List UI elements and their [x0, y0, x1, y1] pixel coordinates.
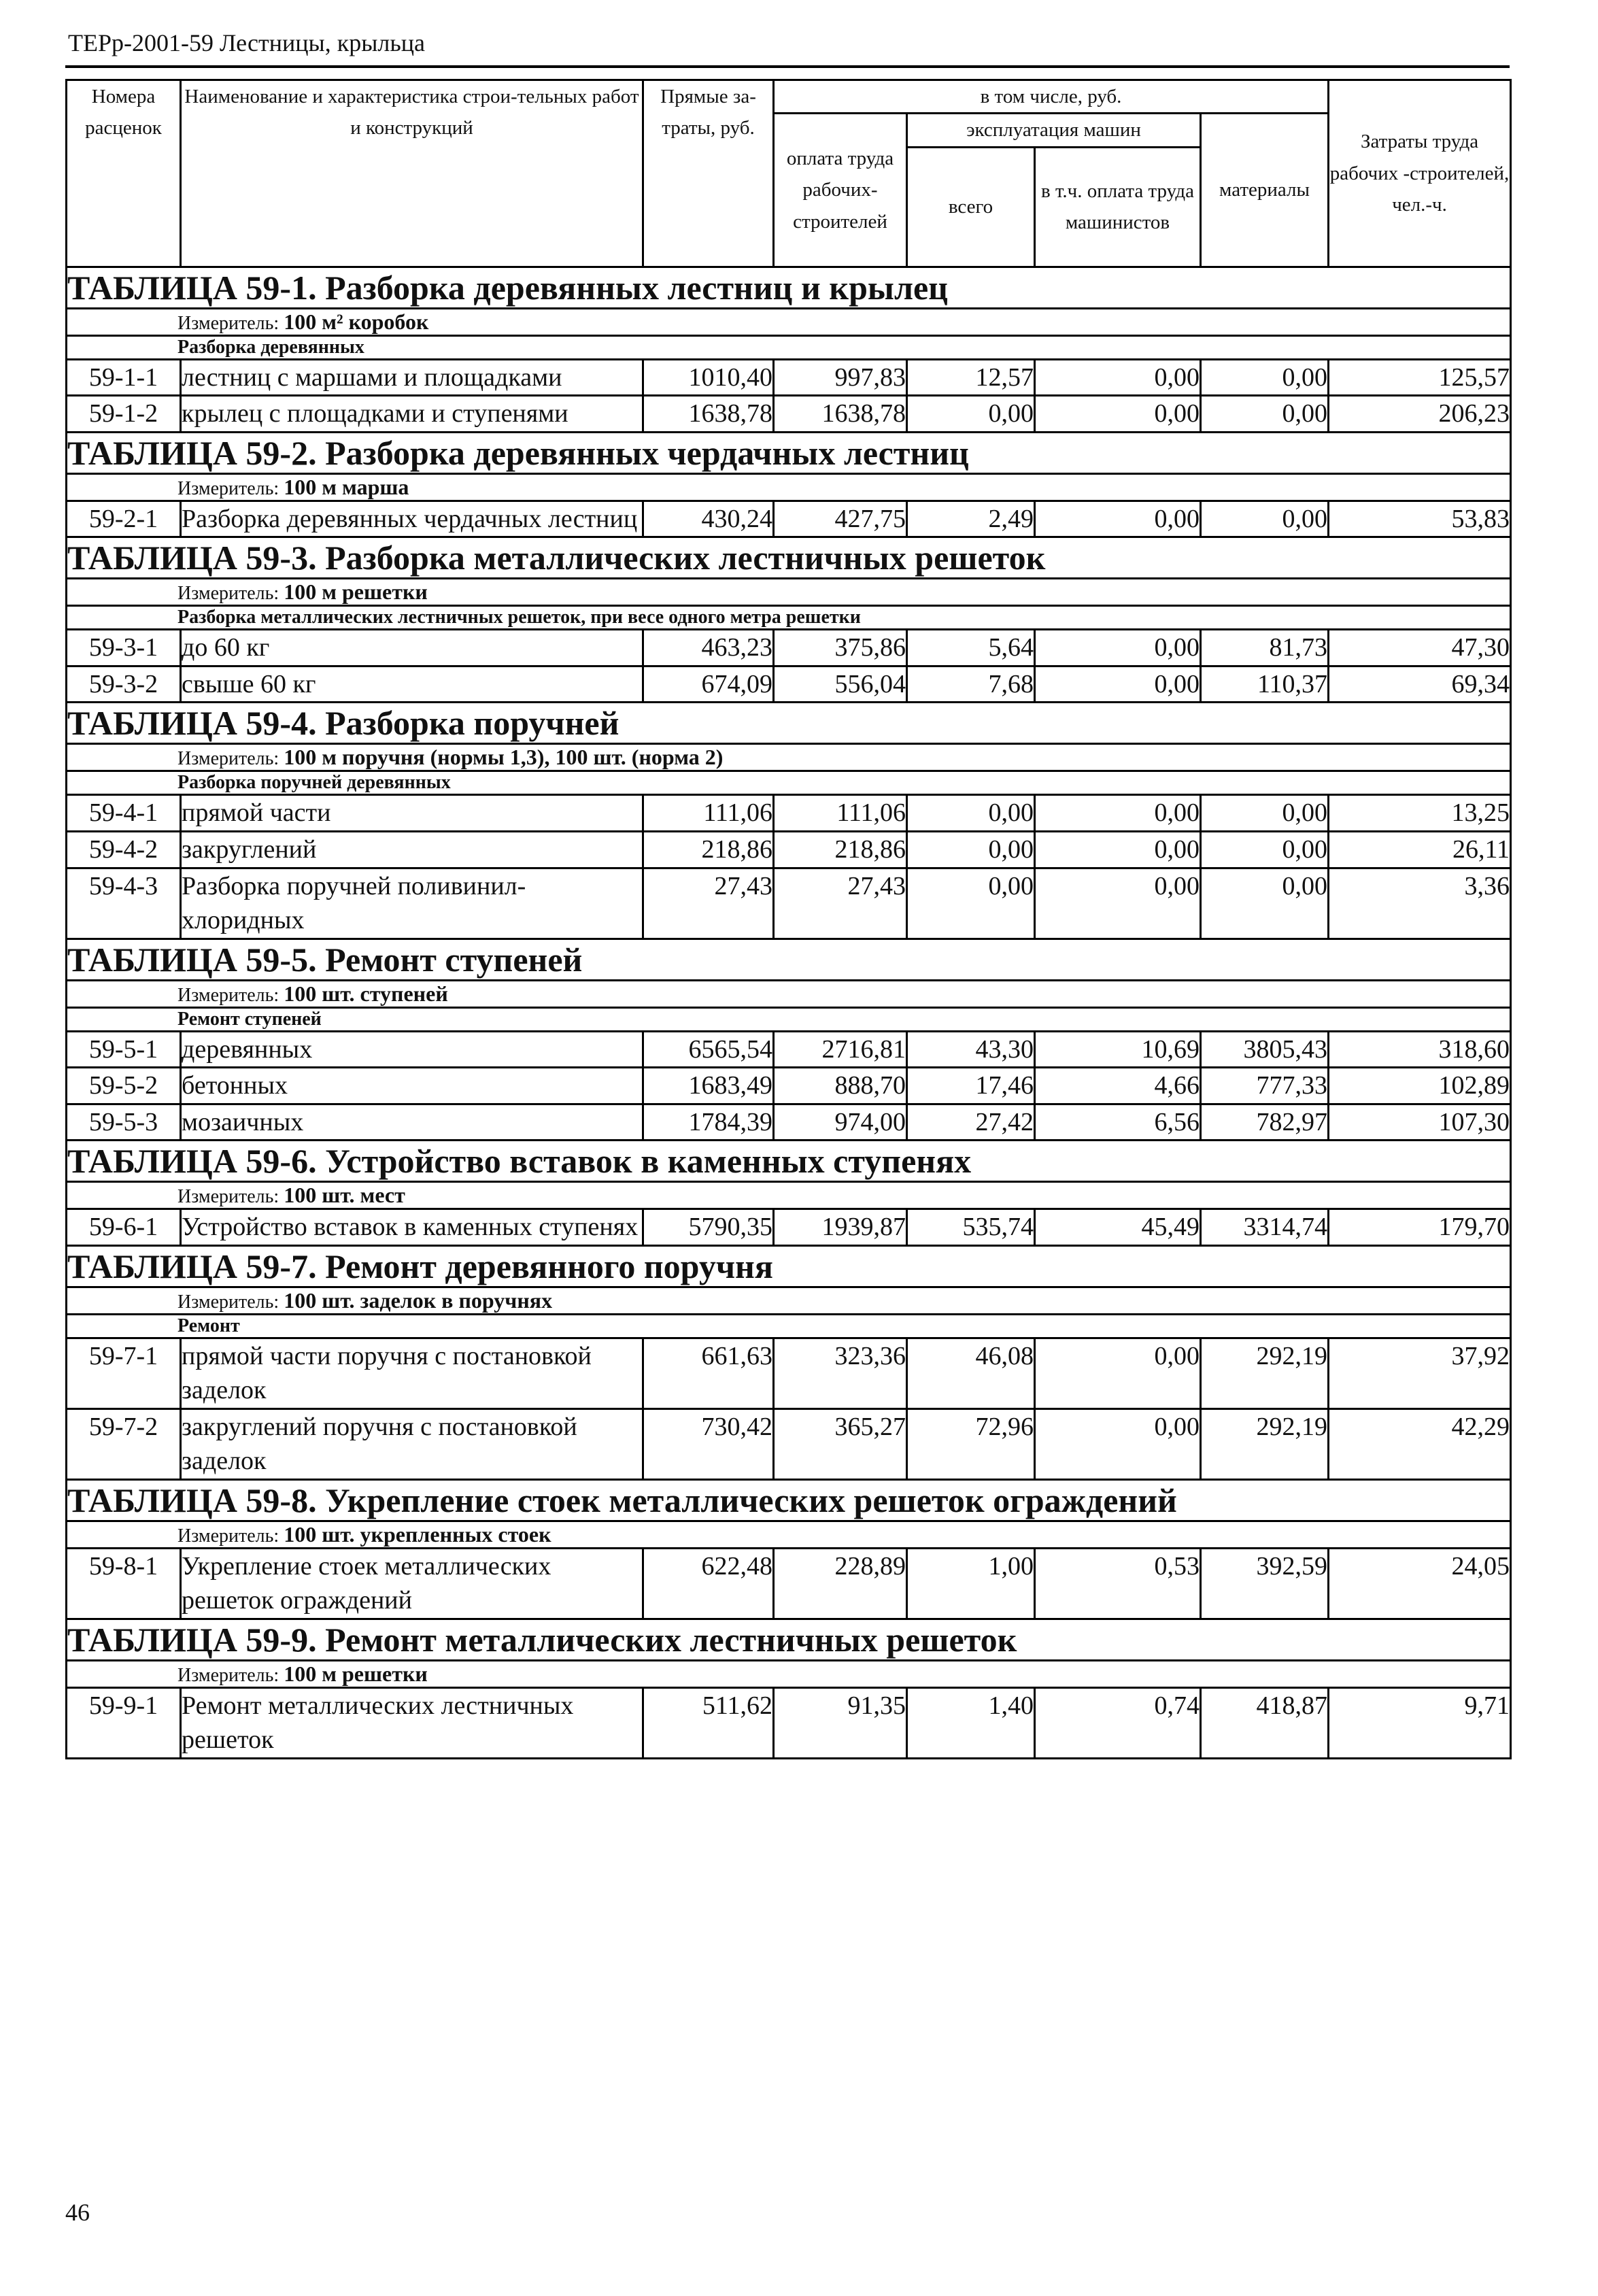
- rate-code: 59-5-3: [67, 1104, 181, 1141]
- col-machines-total-header: всего: [907, 147, 1035, 267]
- section-title: ТАБЛИЦА 59-3. Разборка металлических лестничных решеток: [67, 537, 1511, 579]
- measure-row: [67, 1287, 1511, 1314]
- labor-hours: 206,23: [1329, 396, 1511, 433]
- labor-hours: 42,29: [1329, 1408, 1511, 1479]
- direct-cost: 661,63: [643, 1338, 774, 1408]
- machinists-pay: 0,00: [1035, 795, 1201, 832]
- measure-label: Измеритель:: [177, 1664, 279, 1686]
- table-section-header: [67, 537, 1511, 579]
- work-name: Устройство вставок в каменных ступенях: [181, 1209, 643, 1246]
- subheader-cell: [67, 1314, 1511, 1338]
- machinists-pay: 0,00: [1035, 1408, 1201, 1479]
- table-row: [67, 795, 1511, 832]
- work-name: бетонных: [181, 1068, 643, 1104]
- table-row: [67, 1408, 1511, 1479]
- measure-row: [67, 579, 1511, 606]
- subheader-text: Разборка деревянных: [177, 336, 364, 358]
- col-machines-header: эксплуатация машин: [907, 114, 1201, 147]
- work-name: мозаичных: [181, 1104, 643, 1141]
- work-name: прямой части поручня с постановкой заделок: [181, 1338, 643, 1408]
- machinists-pay: 0,00: [1035, 666, 1201, 703]
- col-code-header: Номера расценок: [67, 80, 181, 267]
- table-row: [67, 1031, 1511, 1068]
- measure-value: 100 шт. укрепленных стоек: [284, 1521, 551, 1547]
- col-incl-header: в том числе, руб.: [774, 80, 1329, 114]
- col-machinists-header: в т.ч. оплата труда машинистов: [1035, 147, 1201, 267]
- table-section-header: [67, 703, 1511, 744]
- machinists-pay: 0,00: [1035, 868, 1201, 939]
- materials-cost: 0,00: [1201, 359, 1329, 396]
- machines-total: 0,00: [907, 868, 1035, 939]
- materials-cost: 81,73: [1201, 630, 1329, 666]
- col-name-header: Наименование и характеристика строи-тельных работ и конструкций: [181, 80, 643, 267]
- direct-cost: 1784,39: [643, 1104, 774, 1141]
- table-row: [67, 359, 1511, 396]
- labor-pay: 427,75: [774, 501, 907, 537]
- subheader-cell: [67, 335, 1511, 359]
- work-name: крылец с площадками и ступенями: [181, 396, 643, 433]
- subheader-row: [67, 771, 1511, 795]
- measure-label: Измеритель:: [177, 477, 279, 499]
- table-section-header: [67, 1619, 1511, 1660]
- machines-total: 0,00: [907, 795, 1035, 832]
- measure-row: [67, 1521, 1511, 1548]
- labor-pay: 323,36: [774, 1338, 907, 1408]
- measure-cell: [67, 1660, 1511, 1687]
- rate-code: 59-7-1: [67, 1338, 181, 1408]
- section-title: ТАБЛИЦА 59-8. Укрепление стоек металлических решеток ограждений: [67, 1479, 1511, 1521]
- work-name: закруглений: [181, 831, 643, 868]
- direct-cost: 511,62: [643, 1687, 774, 1758]
- materials-cost: 3805,43: [1201, 1031, 1329, 1068]
- labor-pay: 997,83: [774, 359, 907, 396]
- subheader-text: Разборка металлических лестничных решеток, при весе одного метра решетки: [177, 607, 861, 628]
- work-name: деревянных: [181, 1031, 643, 1068]
- subheader-row: [67, 1314, 1511, 1338]
- subheader-cell: [67, 606, 1511, 630]
- measure-cell: [67, 579, 1511, 606]
- table-row: [67, 1209, 1511, 1246]
- table-body: [67, 267, 1511, 1758]
- rates-table: [65, 79, 1512, 1759]
- subheader-row: [67, 606, 1511, 630]
- work-name: лестниц с маршами и площадками: [181, 359, 643, 396]
- measure-cell: [67, 1287, 1511, 1314]
- direct-cost: 1010,40: [643, 359, 774, 396]
- table-row: [67, 501, 1511, 537]
- rate-code: 59-6-1: [67, 1209, 181, 1246]
- table-row: [67, 1548, 1511, 1619]
- labor-hours: 47,30: [1329, 630, 1511, 666]
- machines-total: 17,46: [907, 1068, 1035, 1104]
- subheader-text: Ремонт: [177, 1315, 240, 1336]
- rate-code: 59-5-1: [67, 1031, 181, 1068]
- machines-total: 27,42: [907, 1104, 1035, 1141]
- machines-total: 2,49: [907, 501, 1035, 537]
- measure-value: 100 м марша: [284, 474, 409, 499]
- measure-label: Измеритель:: [177, 583, 279, 605]
- section-title: ТАБЛИЦА 59-1. Разборка деревянных лестниц и крылец: [67, 267, 1511, 308]
- measure-row: [67, 1660, 1511, 1687]
- measure-cell: [67, 1182, 1511, 1209]
- machinists-pay: 0,53: [1035, 1548, 1201, 1619]
- labor-pay: 1638,78: [774, 396, 907, 433]
- labor-hours: 102,89: [1329, 1068, 1511, 1104]
- direct-cost: 430,24: [643, 501, 774, 537]
- measure-row: [67, 473, 1511, 501]
- materials-cost: 782,97: [1201, 1104, 1329, 1141]
- labor-hours: 9,71: [1329, 1687, 1511, 1758]
- materials-cost: 292,19: [1201, 1338, 1329, 1408]
- labor-hours: 69,34: [1329, 666, 1511, 703]
- materials-cost: 110,37: [1201, 666, 1329, 703]
- labor-pay: 974,00: [774, 1104, 907, 1141]
- table-section-header: [67, 267, 1511, 308]
- measure-label: Измеритель:: [177, 748, 279, 770]
- materials-cost: 392,59: [1201, 1548, 1329, 1619]
- materials-cost: 0,00: [1201, 501, 1329, 537]
- table-section-header: [67, 1245, 1511, 1287]
- measure-label: Измеритель:: [177, 1291, 279, 1313]
- measure-value: 100 м² коробок: [284, 309, 429, 334]
- subheader-text: Разборка поручней деревянных: [177, 772, 451, 794]
- subheader-cell: [67, 771, 1511, 795]
- table-row: [67, 1068, 1511, 1104]
- subheader-text: Ремонт ступеней: [177, 1008, 322, 1030]
- labor-pay: 1939,87: [774, 1209, 907, 1246]
- machines-total: 1,40: [907, 1687, 1035, 1758]
- col-materials-header: материалы: [1201, 114, 1329, 267]
- machinists-pay: 45,49: [1035, 1209, 1201, 1246]
- measure-cell: [67, 980, 1511, 1007]
- section-title: ТАБЛИЦА 59-5. Ремонт ступеней: [67, 939, 1511, 980]
- direct-cost: 730,42: [643, 1408, 774, 1479]
- work-name: Ремонт металлических лестничных решеток: [181, 1687, 643, 1758]
- col-laborpay-header: оплата труда рабочих-строителей: [774, 114, 907, 267]
- subheader-row: [67, 1007, 1511, 1031]
- labor-hours: 318,60: [1329, 1031, 1511, 1068]
- labor-pay: 27,43: [774, 868, 907, 939]
- section-title: ТАБЛИЦА 59-2. Разборка деревянных чердачных лестниц: [67, 432, 1511, 473]
- machinists-pay: 4,66: [1035, 1068, 1201, 1104]
- running-head: ТЕРр-2001-59 Лестницы, крыльца: [68, 29, 426, 56]
- rate-code: 59-3-2: [67, 666, 181, 703]
- materials-cost: 0,00: [1201, 868, 1329, 939]
- materials-cost: 418,87: [1201, 1687, 1329, 1758]
- measure-value: 100 шт. ступеней: [284, 981, 448, 1006]
- machines-total: 7,68: [907, 666, 1035, 703]
- rate-code: 59-2-1: [67, 501, 181, 537]
- rate-code: 59-9-1: [67, 1687, 181, 1758]
- table-row: [67, 1338, 1511, 1408]
- measure-row: [67, 1182, 1511, 1209]
- labor-hours: 53,83: [1329, 501, 1511, 537]
- table-section-header: [67, 432, 1511, 473]
- machines-total: 535,74: [907, 1209, 1035, 1246]
- rate-code: 59-5-2: [67, 1068, 181, 1104]
- labor-pay: 218,86: [774, 831, 907, 868]
- measure-row: [67, 980, 1511, 1007]
- measure-row: [67, 744, 1511, 771]
- measure-value: 100 шт. мест: [284, 1183, 405, 1208]
- machinists-pay: 0,00: [1035, 630, 1201, 666]
- labor-hours: 179,70: [1329, 1209, 1511, 1246]
- rate-code: 59-4-3: [67, 868, 181, 939]
- labor-pay: 91,35: [774, 1687, 907, 1758]
- measure-label: Измеритель:: [177, 984, 279, 1006]
- direct-cost: 463,23: [643, 630, 774, 666]
- machinists-pay: 0,00: [1035, 501, 1201, 537]
- measure-row: [67, 308, 1511, 335]
- materials-cost: 0,00: [1201, 831, 1329, 868]
- direct-cost: 5790,35: [643, 1209, 774, 1246]
- machinists-pay: 0,00: [1035, 396, 1201, 433]
- labor-hours: 13,25: [1329, 795, 1511, 832]
- header-rule: [65, 65, 1510, 68]
- table-section-header: [67, 939, 1511, 980]
- labor-hours: 24,05: [1329, 1548, 1511, 1619]
- table-row: [67, 1687, 1511, 1758]
- section-title: ТАБЛИЦА 59-4. Разборка поручней: [67, 703, 1511, 744]
- direct-cost: 1683,49: [643, 1068, 774, 1104]
- work-name: Разборка деревянных чердачных лестниц: [181, 501, 643, 537]
- labor-pay: 2716,81: [774, 1031, 907, 1068]
- rate-code: 59-7-2: [67, 1408, 181, 1479]
- machines-total: 0,00: [907, 396, 1035, 433]
- table-row: [67, 1104, 1511, 1141]
- measure-value: 100 м поручня (нормы 1,3), 100 шт. (норма 2): [284, 745, 724, 770]
- machinists-pay: 6,56: [1035, 1104, 1201, 1141]
- work-name: прямой части: [181, 795, 643, 832]
- labor-hours: 125,57: [1329, 359, 1511, 396]
- rate-code: 59-3-1: [67, 630, 181, 666]
- measure-label: Измеритель:: [177, 1525, 279, 1547]
- direct-cost: 27,43: [643, 868, 774, 939]
- section-title: ТАБЛИЦА 59-9. Ремонт металлических лестничных решеток: [67, 1619, 1511, 1660]
- direct-cost: 111,06: [643, 795, 774, 832]
- machinists-pay: 10,69: [1035, 1031, 1201, 1068]
- labor-pay: 111,06: [774, 795, 907, 832]
- page-number: 46: [65, 2199, 90, 2226]
- table-row: [67, 396, 1511, 433]
- section-title: ТАБЛИЦА 59-7. Ремонт деревянного поручня: [67, 1245, 1511, 1287]
- measure-cell: [67, 308, 1511, 335]
- machinists-pay: 0,00: [1035, 359, 1201, 396]
- materials-cost: 0,00: [1201, 396, 1329, 433]
- work-name: до 60 кг: [181, 630, 643, 666]
- direct-cost: 674,09: [643, 666, 774, 703]
- table-row: [67, 630, 1511, 666]
- machinists-pay: 0,00: [1035, 1338, 1201, 1408]
- table-row: [67, 831, 1511, 868]
- rate-code: 59-8-1: [67, 1548, 181, 1619]
- direct-cost: 218,86: [643, 831, 774, 868]
- subheader-cell: [67, 1007, 1511, 1031]
- machinists-pay: 0,74: [1035, 1687, 1201, 1758]
- measure-value: 100 м решетки: [284, 579, 428, 605]
- labor-hours: 107,30: [1329, 1104, 1511, 1141]
- measure-label: Измеритель:: [177, 1186, 279, 1208]
- materials-cost: 0,00: [1201, 795, 1329, 832]
- materials-cost: 777,33: [1201, 1068, 1329, 1104]
- labor-hours: 37,92: [1329, 1338, 1511, 1408]
- labor-hours: 3,36: [1329, 868, 1511, 939]
- materials-cost: 3314,74: [1201, 1209, 1329, 1246]
- work-name: Разборка поручней поливинил-хлоридных: [181, 868, 643, 939]
- materials-cost: 292,19: [1201, 1408, 1329, 1479]
- table-row: [67, 868, 1511, 939]
- rate-code: 59-4-2: [67, 831, 181, 868]
- machines-total: 46,08: [907, 1338, 1035, 1408]
- machines-total: 5,64: [907, 630, 1035, 666]
- rate-code: 59-1-2: [67, 396, 181, 433]
- rate-code: 59-1-1: [67, 359, 181, 396]
- machines-total: 0,00: [907, 831, 1035, 868]
- machines-total: 72,96: [907, 1408, 1035, 1479]
- measure-cell: [67, 473, 1511, 501]
- subheader-row: [67, 335, 1511, 359]
- table-row: [67, 666, 1511, 703]
- work-name: закруглений поручня с постановкой заделок: [181, 1408, 643, 1479]
- measure-label: Измеритель:: [177, 312, 279, 334]
- machines-total: 1,00: [907, 1548, 1035, 1619]
- machines-total: 12,57: [907, 359, 1035, 396]
- labor-pay: 228,89: [774, 1548, 907, 1619]
- work-name: свыше 60 кг: [181, 666, 643, 703]
- work-name: Укрепление стоек металлических решеток ограждений: [181, 1548, 643, 1619]
- col-direct-header: Прямые за-траты, руб.: [643, 80, 774, 267]
- labor-pay: 365,27: [774, 1408, 907, 1479]
- table-section-header: [67, 1141, 1511, 1182]
- labor-pay: 556,04: [774, 666, 907, 703]
- labor-pay: 888,70: [774, 1068, 907, 1104]
- machines-total: 43,30: [907, 1031, 1035, 1068]
- machinists-pay: 0,00: [1035, 831, 1201, 868]
- direct-cost: 1638,78: [643, 396, 774, 433]
- measure-value: 100 м решетки: [284, 1661, 428, 1686]
- direct-cost: 622,48: [643, 1548, 774, 1619]
- measure-cell: [67, 744, 1511, 771]
- measure-cell: [67, 1521, 1511, 1548]
- direct-cost: 6565,54: [643, 1031, 774, 1068]
- col-labor-header: Затраты труда рабочих -строителей, чел.-ч.: [1329, 80, 1511, 267]
- labor-pay: 375,86: [774, 630, 907, 666]
- measure-value: 100 шт. заделок в поручнях: [284, 1287, 553, 1313]
- rate-code: 59-4-1: [67, 795, 181, 832]
- table-section-header: [67, 1479, 1511, 1521]
- labor-hours: 26,11: [1329, 831, 1511, 868]
- section-title: ТАБЛИЦА 59-6. Устройство вставок в каменных ступенях: [67, 1141, 1511, 1182]
